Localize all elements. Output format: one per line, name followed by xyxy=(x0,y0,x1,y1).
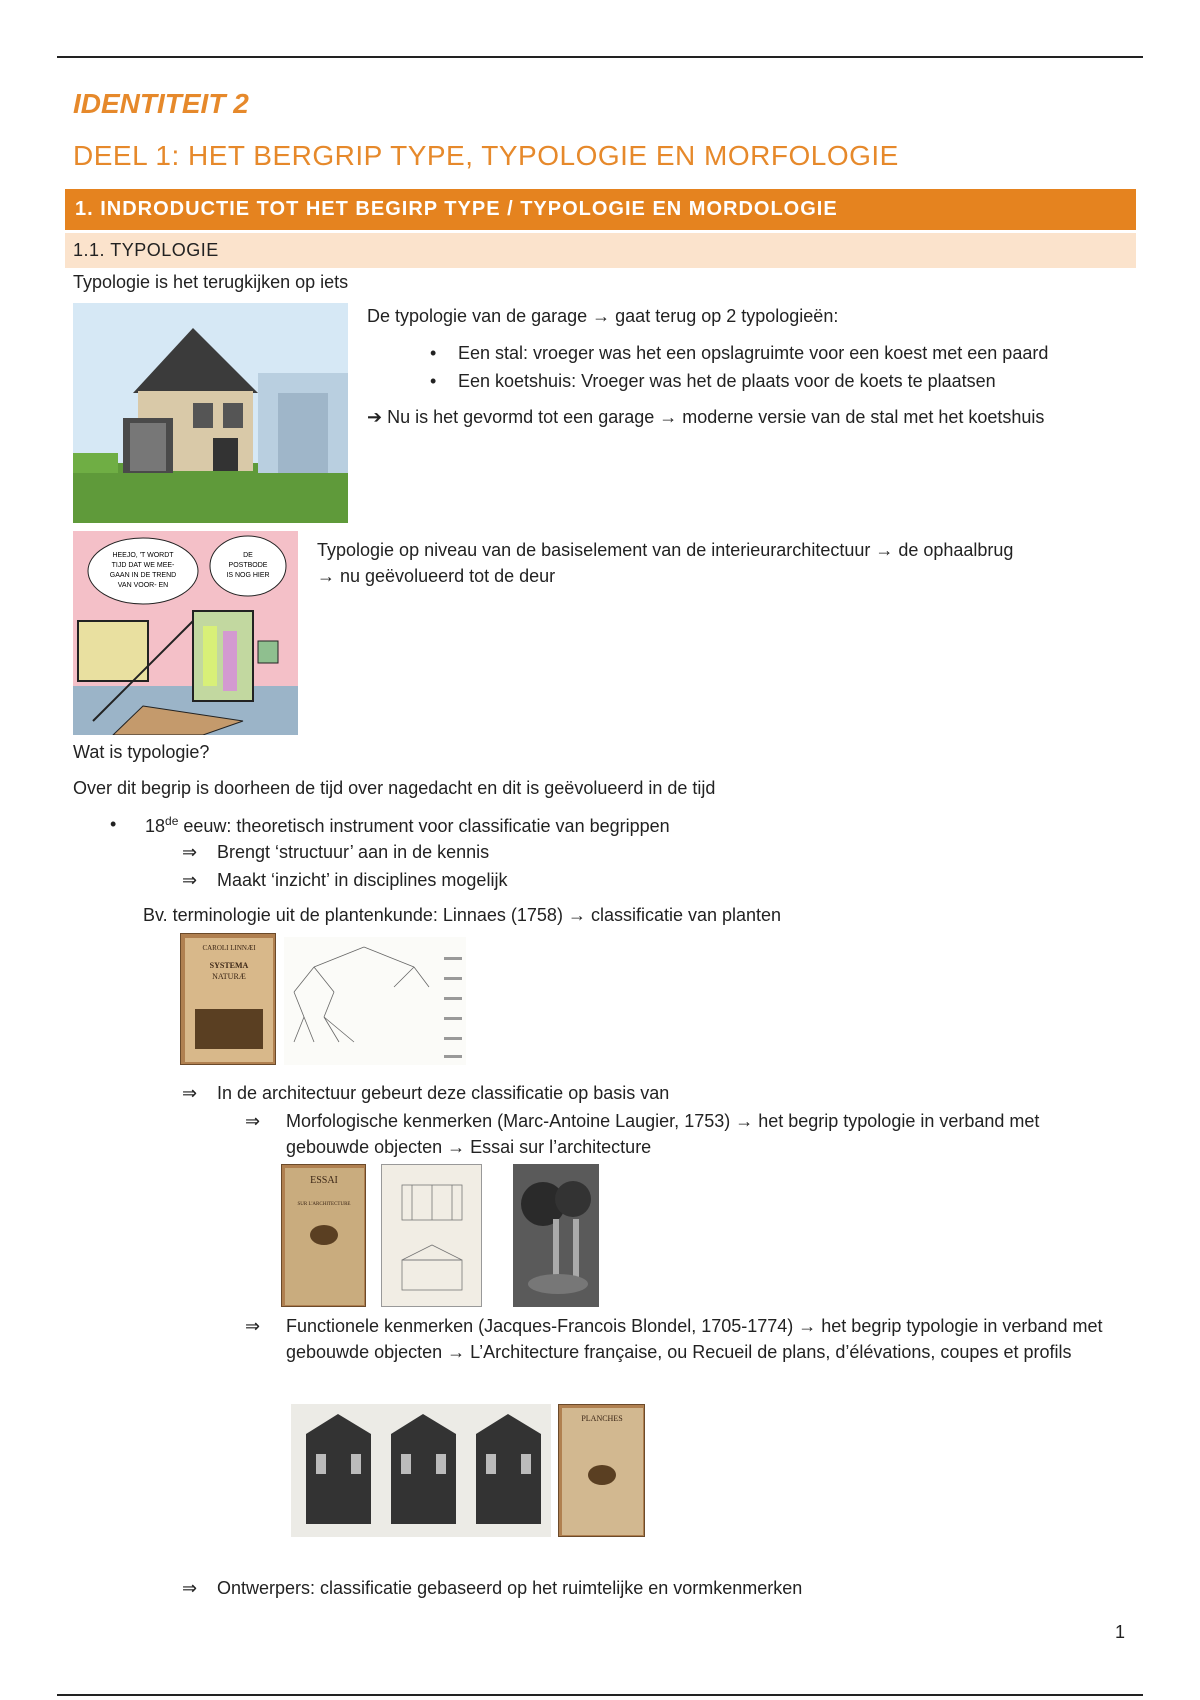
intro-text: Typologie is het terugkijken op iets xyxy=(73,272,349,292)
svg-text:POSTBODE: POSTBODE xyxy=(228,562,268,569)
century-number: 18 xyxy=(145,816,166,836)
document-subtitle: DEEL 1: HET BERGRIP TYPE, TYPOLOGIE EN MORFOLOGIE xyxy=(73,140,899,171)
question-text: Wat is typologie? xyxy=(73,742,210,762)
comic-image xyxy=(73,531,298,735)
top-rule xyxy=(57,56,1143,58)
svg-text:HEEJO, 'T WORDT: HEEJO, 'T WORDT xyxy=(112,552,174,559)
century-bullet: • 18de eeuw: theoretisch instrument voor classificatie van begrippen xyxy=(110,814,670,836)
implies-symbol: ⇒ xyxy=(182,1083,198,1103)
century-rest: eeuw: theoretisch instrument voor classificatie van begrippen xyxy=(178,816,670,836)
svg-text:DE: DE xyxy=(243,552,253,559)
implication-2: Maakt ‘inzicht’ in disciplines mogelijk xyxy=(217,870,508,890)
svg-text:TIJD DAT WE MEE-: TIJD DAT WE MEE- xyxy=(111,562,175,569)
garage-bullet-2: • Een koetshuis: Vroeger was het de plaats voor de koets te plaatsen xyxy=(458,371,996,392)
garage-bullet-1: • Een stal: vroeger was het een opslagruimte voor een koest met een paard xyxy=(458,343,1048,364)
section-heading: 1. INDRODUCTIE TOT HET BEGIRP TYPE / TYPOLOGIE EN MORDOLOGIE xyxy=(65,189,1136,230)
architecture-text: In de architectuur gebeurt deze classificatie op basis van xyxy=(217,1083,670,1103)
implies-symbol: ⇒ xyxy=(245,1316,261,1336)
functional-text: Functionele kenmerken (Jacques-Francois Blondel, 1705-1774) → het begrip typologie in verband met gebouwde objecten → L’Architecture française, ou Recueil de plans, d’élévations, coupes et profils xyxy=(286,1316,1103,1362)
svg-text:SYSTEMA: SYSTEMA xyxy=(209,961,249,970)
essai-sub-text: SUR L'ARCHITECTURE xyxy=(297,1202,351,1207)
essai-title-text: ESSAI xyxy=(310,1175,338,1186)
document-title: IDENTITEIT 2 xyxy=(73,88,249,119)
house-image xyxy=(73,303,348,523)
essai-cover-image xyxy=(281,1164,366,1307)
door-line-2: → nu geëvolueerd tot de deur xyxy=(317,566,556,586)
bottom-rule xyxy=(57,1694,1143,1696)
systema-naturae-image xyxy=(180,933,276,1065)
evolution-text: Over dit begrip is doorheen de tijd over nagedacht en dit is geëvolueerd in de tijd xyxy=(73,778,716,798)
subsection-heading: 1.1. TYPOLOGIE xyxy=(65,233,1136,268)
implies-symbol: ⇒ xyxy=(245,1111,261,1131)
svg-text:NATURÆ: NATURÆ xyxy=(212,972,246,981)
classification-tree-image xyxy=(284,937,466,1065)
garage-intro: De typologie van de garage → gaat terug op 2 typologieën: xyxy=(367,306,839,326)
designers-text: Ontwerpers: classificatie gebaseerd op het ruimtelijke en vormkenmerken xyxy=(217,1578,803,1598)
systema-top-text: CAROLI LINNÆI xyxy=(202,944,256,952)
planches-title-text: PLANCHES xyxy=(581,1414,623,1423)
implies-symbol: ⇒ xyxy=(182,1578,198,1598)
implication-1: Brengt ‘structuur’ aan in de kennis xyxy=(217,842,490,862)
door-line-1: Typologie op niveau van de basiselement van de interieurarchitectuur → de ophaalbrug xyxy=(317,540,1014,560)
century-superscript: de xyxy=(165,814,179,828)
blondel-facades-image xyxy=(291,1404,551,1537)
implies-symbol: ⇒ xyxy=(182,842,198,862)
svg-text:IS NOG HIER: IS NOG HIER xyxy=(226,572,270,579)
example-text: Bv. terminologie uit de plantenkunde: Linnaes (1758) → classificatie van planten xyxy=(143,905,782,925)
morphological-text: Morfologische kenmerken (Marc-Antoine Laugier, 1753) → het begrip typologie in verband met gebouwde objecten → Essai sur l’architecture xyxy=(286,1111,1040,1157)
garage-conclusion: ➔ Nu is het gevormd tot een garage → moderne versie van de stal met het koetshuis xyxy=(367,407,1045,427)
planches-cover-image xyxy=(558,1404,645,1537)
svg-text:GAAN IN DE TREND: GAAN IN DE TREND xyxy=(109,572,177,579)
primitive-hut-image xyxy=(513,1164,599,1307)
svg-text:VAN VOOR- EN: VAN VOOR- EN xyxy=(117,582,169,589)
essai-plates-image xyxy=(381,1164,482,1307)
implies-symbol: ⇒ xyxy=(182,870,198,890)
page-number: 1 xyxy=(1115,1622,1126,1642)
